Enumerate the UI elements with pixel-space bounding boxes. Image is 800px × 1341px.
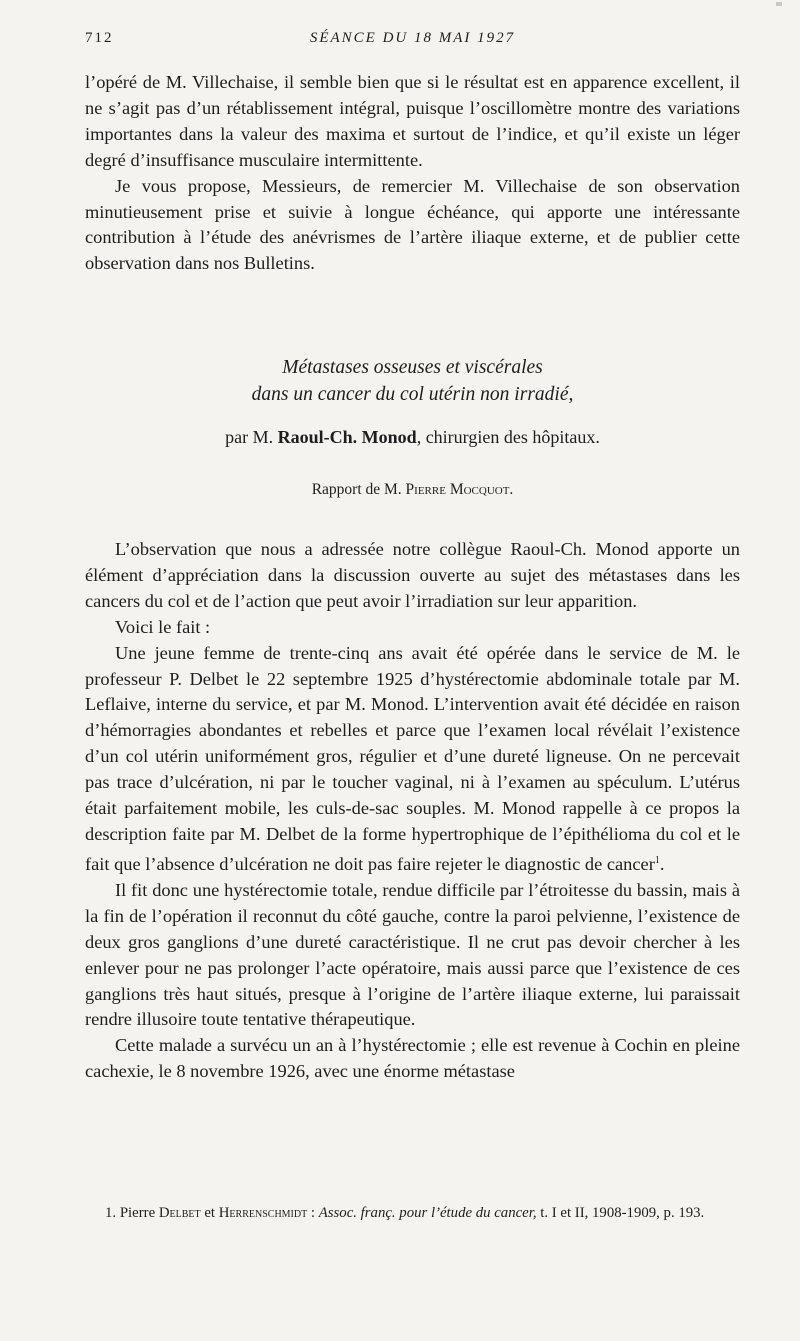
rapport-prefix: Rapport de M.: [311, 481, 402, 498]
footnote-authors-prefix: Pierre: [119, 1205, 156, 1221]
running-head: SÉANCE DU 18 MAI 1927: [309, 30, 516, 46]
byline-suffix: , chirurgien des hôpitaux.: [416, 427, 600, 447]
footnote-number: 1.: [105, 1205, 117, 1221]
body-paragraph-5: Cette malade a survécu un an à l’hystérectomie ; elle est revenue à Cochin en pleine cachexie, le 8 novembre 1926, avec une énorme métastase: [85, 1035, 740, 1082]
body-paragraph-1: L’observation que nous a adressée notre collègue Raoul-Ch. Monod apporte un élément d’appréciation dans la discussion ouverte au sujet des métastases dans les cancers du col et de l’action que peut avoir l’irradiation sur leur apparition.: [85, 539, 740, 611]
footnote-1: [85, 1202, 740, 1225]
body-paragraph-3: [85, 641, 740, 878]
footnote-conjunction: et: [204, 1205, 216, 1221]
intro-text: [85, 70, 740, 277]
footnotes: [85, 1202, 740, 1225]
body-paragraph-4: Il fit donc une hystérectomie totale, rendue difficile par l’étroitesse du bassin, mais à la fin de l’opération il reconnut du côté gauche, contre la paroi pelvienne, l’existence de deux gros ganglions d’une dureté caractéristique. Il ne crut pas devoir chercher à les enlever pour ne pas prolonger l’acte opératoire, mais aussi parce que l’existence de ces ganglions très haut situés, presque à l’origine de l’artère iliaque externe, lui paraissait rendre illusoire toute tentative thérapeutique.: [85, 879, 740, 1030]
rapporteur-name: Pierre Mocquot.: [405, 481, 514, 498]
article-byline: [85, 427, 740, 448]
body-paragraph-3-text: Une jeune femme de trente-cinq ans avait été opérée dans le service de M. le professeur P. Delbet le 22 septembre 1925 d’hystérectomie abdominale totale par M. Leflaive, interne du service, et par M. Monod. L’intervention avait été décidée en raison d’hémorragies abondantes et rebelles et parce que l’examen local révélait l’existence d’un col utérin uniformément gros, régulier et d’une dureté ligneuse. On ne percevait pas trace d’ulcération, ni par le toucher vaginal, ni à l’examen au spéculum. L’utérus était parfaitement mobile, les culs-de-sac souples. M. Monod rappelle à ce propos la description faite par M. Delbet de la forme hypertrophique de l’épithélioma du col et le fait que l’absence d’ulcération ne doit pas faire rejeter le diagnostic de cancer: [85, 642, 740, 874]
page-header: [85, 30, 740, 52]
page-number: 712: [85, 30, 114, 46]
intro-paragraph-2: Je vous propose, Messieurs, de remercier M. Villechaise de son observation minutieusement prise et suivie à longue échéance, qui apporte une intéressante contribution à l’étude des anévrismes de l’artère iliaque externe, et de publier cette observation dans nos Bulletins.: [85, 175, 740, 274]
page-edge-mark: [776, 2, 782, 6]
article-title-line-1: Métastases osseuses et viscérales: [282, 357, 543, 378]
article-title: [85, 354, 740, 408]
article-body: [85, 537, 740, 1085]
intro-paragraph-1: l’opéré de M. Villechaise, il semble bien que si le résultat est en apparence excellent, il ne s’agit pas d’un rétablissement intégral, puisque l’oscillomètre montre des variations importantes dans la valeur des maxima et surtout de l’indice, et qu’il existe un léger degré d’insuffisance musculaire intermittente.: [85, 72, 740, 170]
article-title-line-2: dans un cancer du col utérin non irradié,: [251, 384, 574, 405]
footnote-reference: 1: [654, 854, 660, 866]
body-paragraph-2: Voici le fait :: [115, 616, 211, 637]
rapport-line: [85, 481, 740, 499]
byline-prefix: par M.: [225, 427, 274, 447]
footnote-separator: :: [307, 1205, 319, 1221]
footnote-author-1: Delbet: [158, 1205, 201, 1221]
body-paragraph-3-end: .: [659, 854, 665, 874]
footnote-details: t. I et II, 1908-1909, p. 193.: [536, 1205, 705, 1221]
footnote-journal: Assoc. franç. pour l’étude du cancer,: [318, 1205, 537, 1221]
byline-author: Raoul-Ch. Monod: [277, 427, 417, 447]
footnote-author-2: Herrenschmidt: [218, 1205, 308, 1221]
